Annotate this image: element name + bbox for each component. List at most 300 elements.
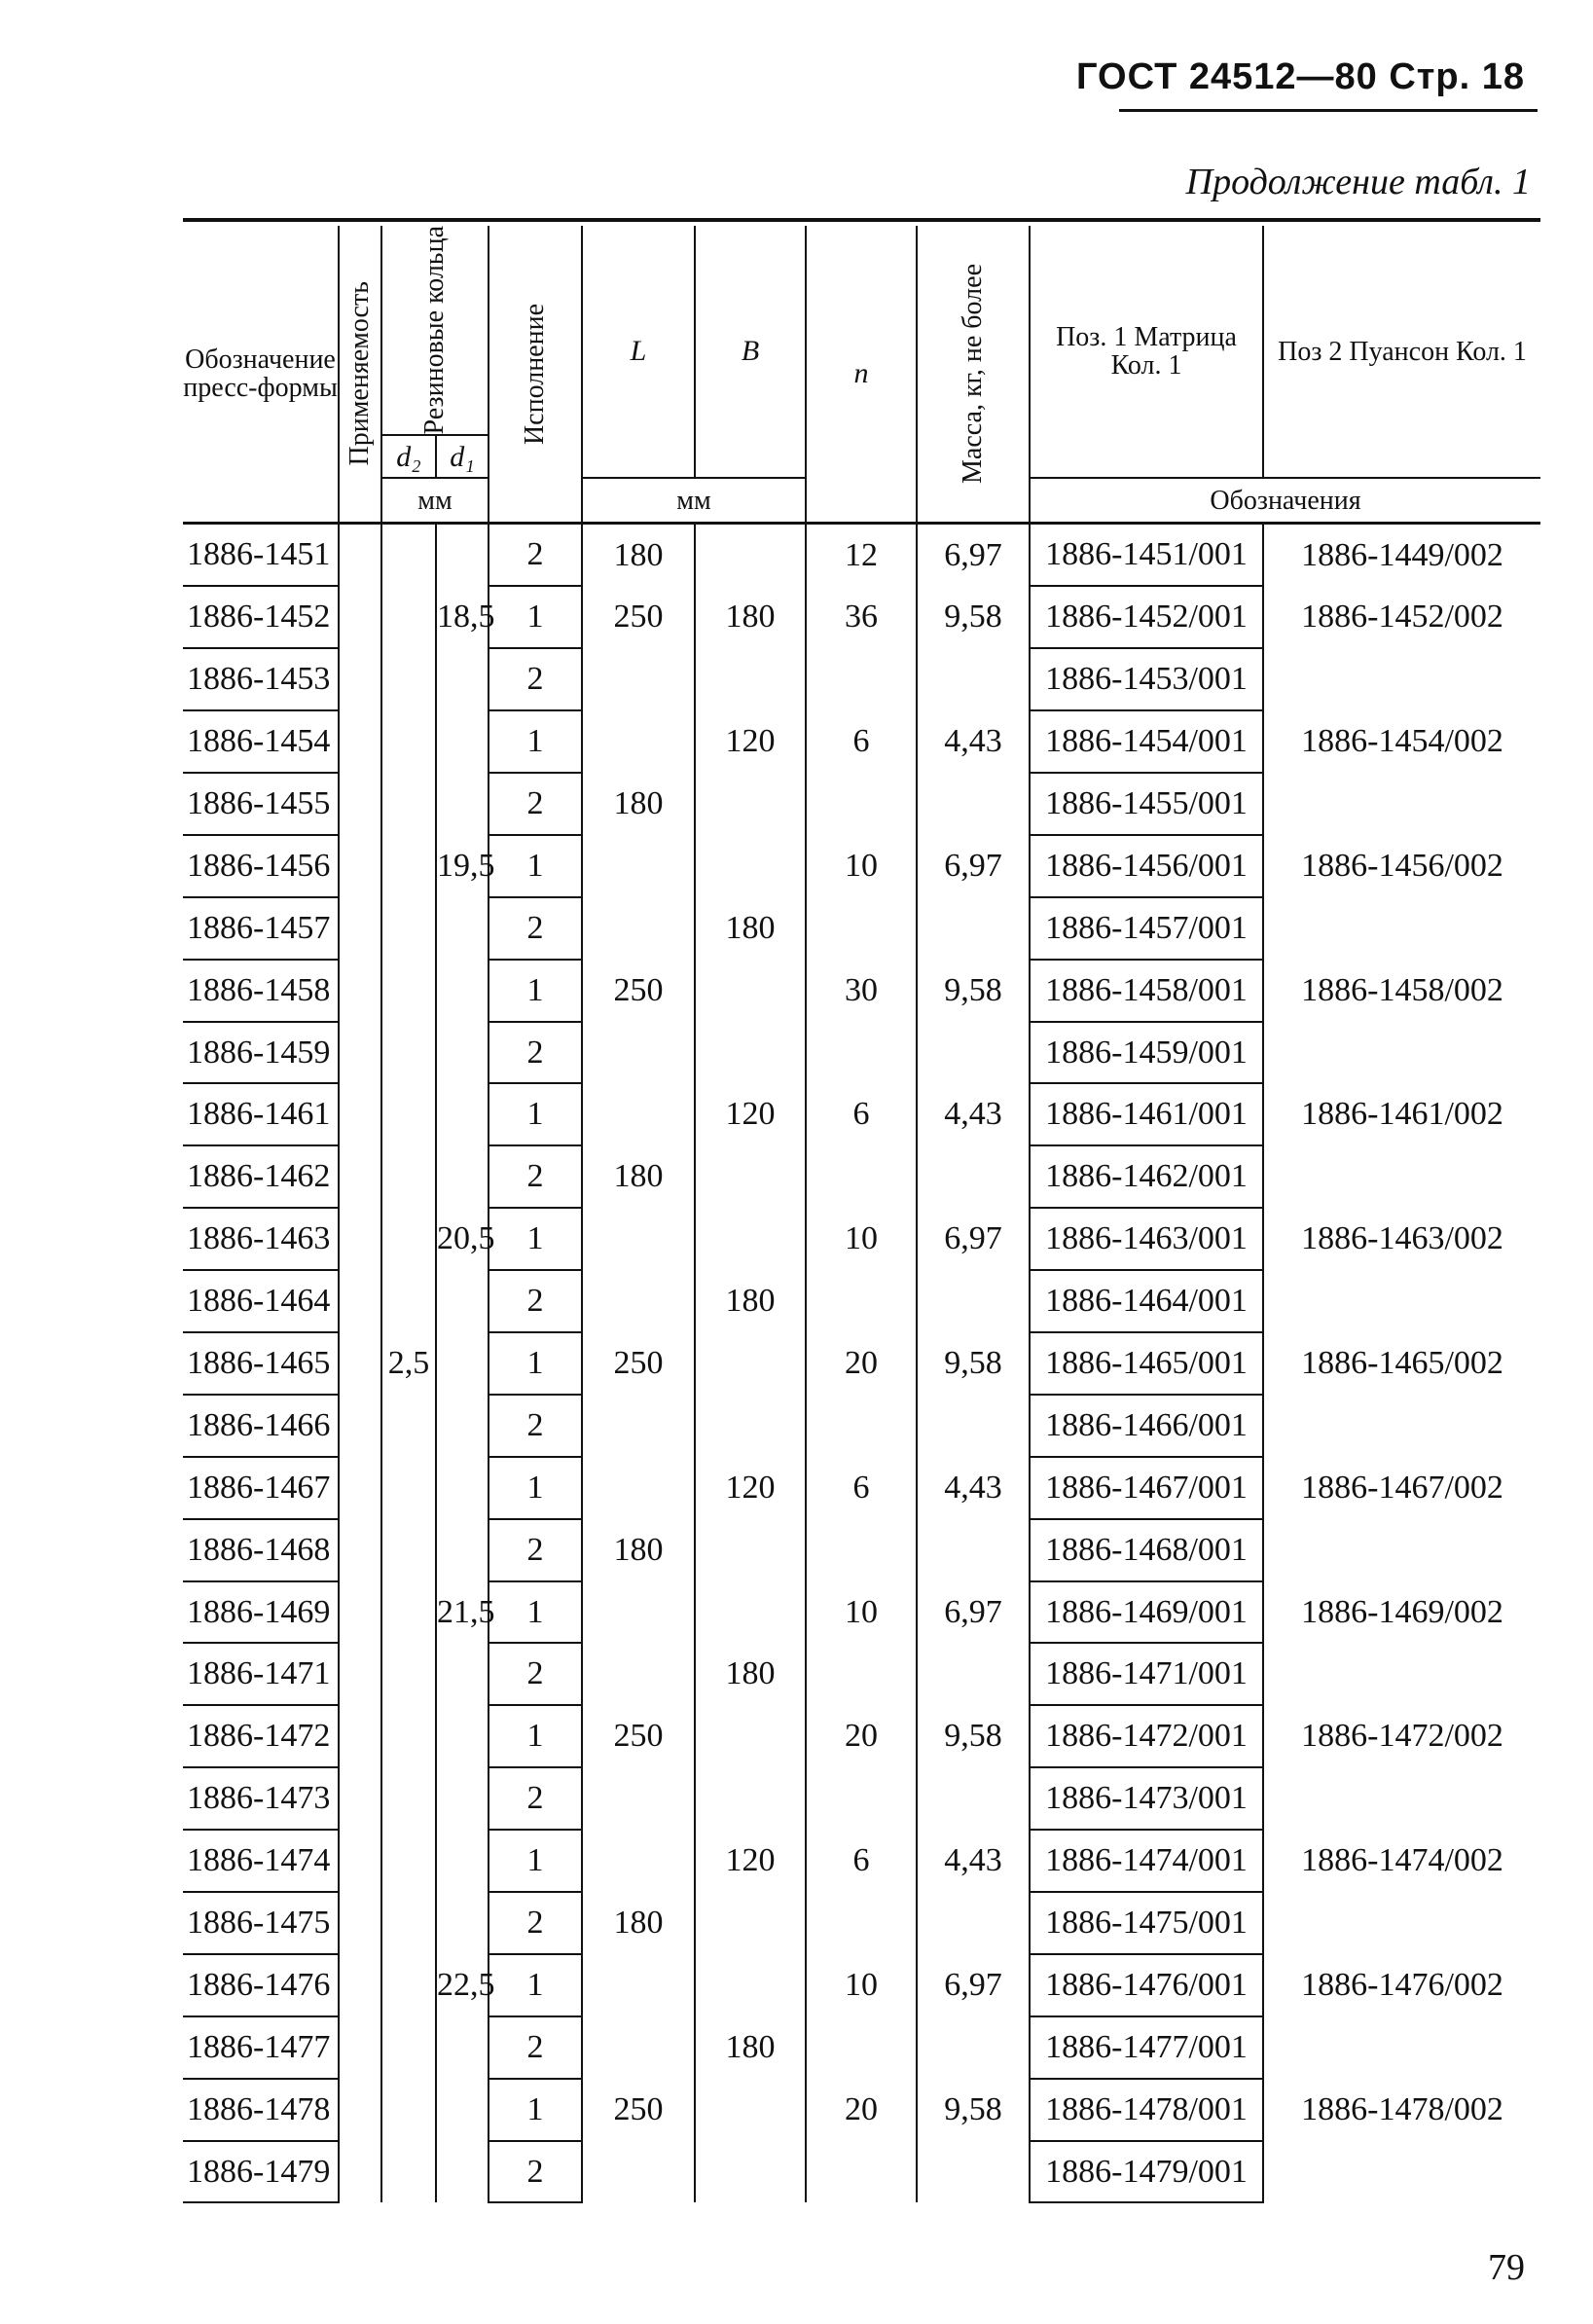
cell-usage <box>339 1892 381 1954</box>
table-row <box>183 773 1540 835</box>
cell-B <box>695 1705 806 1767</box>
cell-mass <box>917 1270 1030 1332</box>
cell-mass: 4,43 <box>917 1457 1030 1519</box>
cell-code: 1886-1462 <box>183 1145 339 1208</box>
cell-L: 250 <box>582 2079 695 2141</box>
cell-B <box>695 835 806 897</box>
cell-pos1: 1886-1474/001 <box>1030 1830 1263 1892</box>
cell-d1 <box>436 1830 489 1892</box>
cell-L: 180 <box>582 773 695 835</box>
cell-n: 12 <box>806 524 917 586</box>
cell-usage <box>339 524 381 586</box>
cell-d2: 2,5 <box>381 1332 436 1395</box>
cell-n <box>806 1767 917 1830</box>
cell-pos1: 1886-1463/001 <box>1030 1208 1263 1270</box>
col-d1: d₁ <box>436 435 489 478</box>
cell-mass: 6,97 <box>917 1208 1030 1270</box>
table-row <box>183 1395 1540 1457</box>
cell-d1 <box>436 1270 489 1332</box>
cell-n: 20 <box>806 2079 917 2141</box>
cell-B <box>695 1581 806 1644</box>
cell-d2 <box>381 648 436 710</box>
cell-L <box>582 1643 695 1705</box>
cell-pos2: 1886-1461/002 <box>1263 1083 1540 1145</box>
table-row <box>183 1581 1540 1644</box>
cell-pos2 <box>1263 897 1540 960</box>
cell-n: 6 <box>806 1830 917 1892</box>
cell-pos1: 1886-1464/001 <box>1030 1270 1263 1332</box>
document-title: ГОСТ 24512—80 Стр. 18 <box>1075 56 1525 97</box>
cell-usage <box>339 2141 381 2203</box>
table-row <box>183 524 1540 586</box>
table-row <box>183 960 1540 1022</box>
cell-exec: 1 <box>489 1083 582 1145</box>
cell-n <box>806 1643 917 1705</box>
cell-exec: 2 <box>489 1145 582 1208</box>
cell-code: 1886-1463 <box>183 1208 339 1270</box>
cell-pos1: 1886-1452/001 <box>1030 586 1263 648</box>
cell-d2 <box>381 2079 436 2141</box>
cell-usage <box>339 586 381 648</box>
cell-usage <box>339 1208 381 1270</box>
cell-n: 10 <box>806 1208 917 1270</box>
cell-d2 <box>381 2141 436 2203</box>
cell-B <box>695 1022 806 1084</box>
cell-mass: 4,43 <box>917 1083 1030 1145</box>
cell-L <box>582 1581 695 1644</box>
cell-code: 1886-1465 <box>183 1332 339 1395</box>
table-row <box>183 1145 1540 1208</box>
cell-L: 180 <box>582 1519 695 1581</box>
table-row <box>183 1270 1540 1332</box>
col-designations: Обозначения <box>1030 478 1540 524</box>
cell-exec: 1 <box>489 1954 582 2016</box>
cell-pos1: 1886-1466/001 <box>1030 1395 1263 1457</box>
cell-B <box>695 1892 806 1954</box>
cell-pos1: 1886-1462/001 <box>1030 1145 1263 1208</box>
cell-n: 10 <box>806 835 917 897</box>
cell-d1 <box>436 524 489 586</box>
cell-pos2 <box>1263 1145 1540 1208</box>
cell-usage <box>339 1767 381 1830</box>
cell-exec: 1 <box>489 835 582 897</box>
cell-n: 30 <box>806 960 917 1022</box>
cell-mass <box>917 1643 1030 1705</box>
cell-code: 1886-1474 <box>183 1830 339 1892</box>
cell-mass <box>917 1519 1030 1581</box>
table-row <box>183 710 1540 773</box>
table-continuation: Продолжение табл. 1 <box>1185 162 1531 202</box>
cell-d2 <box>381 1208 436 1270</box>
cell-code: 1886-1477 <box>183 2016 339 2079</box>
cell-pos1: 1886-1456/001 <box>1030 835 1263 897</box>
cell-d1 <box>436 897 489 960</box>
cell-L <box>582 897 695 960</box>
cell-mass <box>917 1022 1030 1084</box>
cell-pos2: 1886-1465/002 <box>1263 1332 1540 1395</box>
cell-usage <box>339 1954 381 2016</box>
cell-L <box>582 1022 695 1084</box>
cell-usage <box>339 2016 381 2079</box>
cell-d1 <box>436 1145 489 1208</box>
cell-exec: 1 <box>489 960 582 1022</box>
cell-d1 <box>436 648 489 710</box>
col-execution: Исполнение <box>489 226 582 524</box>
cell-exec: 2 <box>489 2016 582 2079</box>
cell-d2 <box>381 1705 436 1767</box>
cell-d1 <box>436 1643 489 1705</box>
cell-pos2 <box>1263 1270 1540 1332</box>
table-row <box>183 586 1540 648</box>
cell-n <box>806 2141 917 2203</box>
cell-mass <box>917 1892 1030 1954</box>
cell-exec: 2 <box>489 1892 582 1954</box>
cell-pos2: 1886-1467/002 <box>1263 1457 1540 1519</box>
cell-code: 1886-1471 <box>183 1643 339 1705</box>
cell-d2 <box>381 897 436 960</box>
col-B: B <box>695 226 806 478</box>
cell-pos2: 1886-1452/002 <box>1263 586 1540 648</box>
col-rubber-rings: Резиновые кольца <box>381 226 489 435</box>
cell-B <box>695 960 806 1022</box>
cell-mass <box>917 1767 1030 1830</box>
cell-mass: 6,97 <box>917 524 1030 586</box>
cell-code: 1886-1451 <box>183 524 339 586</box>
cell-B <box>695 1332 806 1395</box>
table-row <box>183 1892 1540 1954</box>
cell-pos2 <box>1263 1022 1540 1084</box>
table-row <box>183 897 1540 960</box>
cell-B <box>695 1519 806 1581</box>
cell-pos1: 1886-1458/001 <box>1030 960 1263 1022</box>
cell-L <box>582 1395 695 1457</box>
cell-pos1: 1886-1469/001 <box>1030 1581 1263 1644</box>
cell-d2 <box>381 710 436 773</box>
press-form-table <box>183 226 1540 2203</box>
cell-code: 1886-1472 <box>183 1705 339 1767</box>
table-row <box>183 1705 1540 1767</box>
cell-exec: 2 <box>489 773 582 835</box>
unit-mm-dims: мм <box>582 478 806 524</box>
cell-pos2 <box>1263 648 1540 710</box>
cell-mass: 9,58 <box>917 960 1030 1022</box>
cell-d1 <box>436 1395 489 1457</box>
cell-L: 250 <box>582 1332 695 1395</box>
table-row <box>183 648 1540 710</box>
cell-exec: 2 <box>489 1519 582 1581</box>
cell-d1 <box>436 2079 489 2141</box>
cell-d1 <box>436 2016 489 2079</box>
cell-mass: 9,58 <box>917 2079 1030 2141</box>
cell-n <box>806 1270 917 1332</box>
col-L: L <box>582 226 695 478</box>
cell-d1 <box>436 1332 489 1395</box>
cell-d1: 19,5 <box>436 835 489 897</box>
cell-exec: 1 <box>489 1332 582 1395</box>
cell-B <box>695 2141 806 2203</box>
cell-pos1: 1886-1454/001 <box>1030 710 1263 773</box>
cell-pos1: 1886-1468/001 <box>1030 1519 1263 1581</box>
header-rule <box>1119 109 1538 112</box>
cell-code: 1886-1468 <box>183 1519 339 1581</box>
cell-pos1: 1886-1467/001 <box>1030 1457 1263 1519</box>
cell-exec: 2 <box>489 1643 582 1705</box>
cell-n <box>806 2016 917 2079</box>
table-row <box>183 1519 1540 1581</box>
cell-pos2: 1886-1458/002 <box>1263 960 1540 1022</box>
cell-code: 1886-1455 <box>183 773 339 835</box>
cell-n <box>806 1892 917 1954</box>
cell-exec: 2 <box>489 2141 582 2203</box>
cell-L: 250 <box>582 1705 695 1767</box>
cell-usage <box>339 835 381 897</box>
cell-B <box>695 1767 806 1830</box>
cell-d2 <box>381 1830 436 1892</box>
cell-d2 <box>381 1145 436 1208</box>
cell-usage <box>339 1705 381 1767</box>
cell-pos2: 1886-1476/002 <box>1263 1954 1540 2016</box>
cell-L <box>582 1954 695 2016</box>
cell-mass <box>917 897 1030 960</box>
cell-B <box>695 1954 806 2016</box>
cell-pos1: 1886-1478/001 <box>1030 2079 1263 2141</box>
cell-exec: 2 <box>489 1022 582 1084</box>
cell-usage <box>339 648 381 710</box>
cell-pos1: 1886-1479/001 <box>1030 2141 1263 2203</box>
cell-B: 120 <box>695 1457 806 1519</box>
cell-exec: 1 <box>489 2079 582 2141</box>
cell-n: 10 <box>806 1581 917 1644</box>
cell-pos2: 1886-1449/002 <box>1263 524 1540 586</box>
cell-pos2 <box>1263 1519 1540 1581</box>
cell-n <box>806 1145 917 1208</box>
cell-d2 <box>381 1519 436 1581</box>
cell-d1 <box>436 1519 489 1581</box>
cell-code: 1886-1473 <box>183 1767 339 1830</box>
col-pos2: Поз 2 Пуансон Кол. 1 <box>1263 226 1540 478</box>
table-row <box>183 1457 1540 1519</box>
cell-pos1: 1886-1472/001 <box>1030 1705 1263 1767</box>
cell-pos2 <box>1263 1643 1540 1705</box>
cell-usage <box>339 1519 381 1581</box>
cell-n <box>806 1395 917 1457</box>
cell-n: 20 <box>806 1705 917 1767</box>
cell-code: 1886-1461 <box>183 1083 339 1145</box>
cell-n: 36 <box>806 586 917 648</box>
cell-exec: 2 <box>489 1270 582 1332</box>
cell-L: 180 <box>582 1892 695 1954</box>
cell-d1 <box>436 1022 489 1084</box>
cell-usage <box>339 1830 381 1892</box>
cell-exec: 2 <box>489 1395 582 1457</box>
cell-exec: 1 <box>489 1830 582 1892</box>
cell-B <box>695 1208 806 1270</box>
cell-pos2: 1886-1456/002 <box>1263 835 1540 897</box>
cell-B <box>695 2079 806 2141</box>
cell-exec: 2 <box>489 1767 582 1830</box>
cell-d2 <box>381 1954 436 2016</box>
cell-pos2 <box>1263 2016 1540 2079</box>
col-usage: Применяемость <box>339 226 381 524</box>
cell-exec: 1 <box>489 1208 582 1270</box>
cell-n <box>806 773 917 835</box>
cell-d2 <box>381 1083 436 1145</box>
col-mass: Масса, кг, не более <box>917 226 1030 524</box>
table-row <box>183 1332 1540 1395</box>
cell-L <box>582 835 695 897</box>
cell-usage <box>339 1083 381 1145</box>
cell-usage <box>339 2079 381 2141</box>
cell-pos1: 1886-1471/001 <box>1030 1643 1263 1705</box>
cell-B <box>695 1145 806 1208</box>
cell-B: 120 <box>695 1083 806 1145</box>
cell-B <box>695 773 806 835</box>
cell-code: 1886-1479 <box>183 2141 339 2203</box>
cell-exec: 1 <box>489 710 582 773</box>
cell-code: 1886-1459 <box>183 1022 339 1084</box>
table-body <box>183 524 1540 2203</box>
cell-exec: 1 <box>489 586 582 648</box>
cell-pos1: 1886-1477/001 <box>1030 2016 1263 2079</box>
table-row <box>183 1767 1540 1830</box>
cell-n <box>806 897 917 960</box>
col-n: n <box>806 226 917 524</box>
cell-B: 120 <box>695 710 806 773</box>
cell-pos1: 1886-1465/001 <box>1030 1332 1263 1395</box>
cell-B: 120 <box>695 1830 806 1892</box>
cell-mass: 9,58 <box>917 1705 1030 1767</box>
cell-n: 6 <box>806 1083 917 1145</box>
cell-n: 20 <box>806 1332 917 1395</box>
cell-L <box>582 1830 695 1892</box>
cell-d2 <box>381 1395 436 1457</box>
cell-d1 <box>436 1705 489 1767</box>
cell-code: 1886-1469 <box>183 1581 339 1644</box>
cell-exec: 1 <box>489 1581 582 1644</box>
cell-mass: 9,58 <box>917 1332 1030 1395</box>
cell-pos1: 1886-1476/001 <box>1030 1954 1263 2016</box>
cell-code: 1886-1458 <box>183 960 339 1022</box>
cell-pos2 <box>1263 1767 1540 1830</box>
col-designation: Обозначение пресс-формы <box>183 344 338 404</box>
cell-B <box>695 524 806 586</box>
cell-code: 1886-1456 <box>183 835 339 897</box>
cell-code: 1886-1464 <box>183 1270 339 1332</box>
cell-L <box>582 1270 695 1332</box>
cell-exec: 2 <box>489 524 582 586</box>
cell-mass <box>917 1145 1030 1208</box>
cell-pos1: 1886-1451/001 <box>1030 524 1263 586</box>
cell-d1: 21,5 <box>436 1581 489 1644</box>
cell-mass <box>917 2141 1030 2203</box>
table-row <box>183 1830 1540 1892</box>
cell-pos2 <box>1263 1395 1540 1457</box>
unit-mm-rings: мм <box>381 478 489 524</box>
cell-d1: 22,5 <box>436 1954 489 2016</box>
cell-L <box>582 2141 695 2203</box>
cell-B: 180 <box>695 1270 806 1332</box>
cell-d1 <box>436 1457 489 1519</box>
cell-code: 1886-1475 <box>183 1892 339 1954</box>
cell-mass <box>917 1395 1030 1457</box>
cell-mass: 6,97 <box>917 835 1030 897</box>
cell-d2 <box>381 960 436 1022</box>
cell-d1 <box>436 2141 489 2203</box>
cell-n <box>806 1022 917 1084</box>
table-row <box>183 2016 1540 2079</box>
cell-code: 1886-1467 <box>183 1457 339 1519</box>
col-pos1: Поз. 1 Матрица Кол. 1 <box>1030 226 1263 478</box>
cell-d2 <box>381 1643 436 1705</box>
cell-pos1: 1886-1459/001 <box>1030 1022 1263 1084</box>
cell-L <box>582 1767 695 1830</box>
table-row <box>183 1022 1540 1084</box>
cell-L: 250 <box>582 960 695 1022</box>
cell-L: 250 <box>582 586 695 648</box>
cell-L: 180 <box>582 524 695 586</box>
cell-pos1: 1886-1455/001 <box>1030 773 1263 835</box>
cell-code: 1886-1466 <box>183 1395 339 1457</box>
cell-L <box>582 1208 695 1270</box>
cell-pos2 <box>1263 773 1540 835</box>
table-row <box>183 1208 1540 1270</box>
cell-mass <box>917 648 1030 710</box>
cell-pos2 <box>1263 1892 1540 1954</box>
cell-mass: 4,43 <box>917 1830 1030 1892</box>
col-d2: d₂ <box>381 435 436 478</box>
cell-code: 1886-1453 <box>183 648 339 710</box>
table-row <box>183 2079 1540 2141</box>
cell-mass: 6,97 <box>917 1581 1030 1644</box>
page-number: 79 <box>1488 2247 1525 2288</box>
cell-d1 <box>436 1892 489 1954</box>
cell-mass: 4,43 <box>917 710 1030 773</box>
cell-d2 <box>381 1767 436 1830</box>
cell-d1 <box>436 1083 489 1145</box>
cell-code: 1886-1452 <box>183 586 339 648</box>
cell-usage <box>339 1145 381 1208</box>
cell-d2 <box>381 835 436 897</box>
cell-B: 180 <box>695 2016 806 2079</box>
cell-pos1: 1886-1453/001 <box>1030 648 1263 710</box>
cell-usage <box>339 710 381 773</box>
cell-B <box>695 1395 806 1457</box>
cell-mass <box>917 773 1030 835</box>
cell-pos2: 1886-1472/002 <box>1263 1705 1540 1767</box>
cell-L: 180 <box>582 1145 695 1208</box>
cell-d2 <box>381 1270 436 1332</box>
cell-d2 <box>381 773 436 835</box>
cell-usage <box>339 1643 381 1705</box>
cell-d1 <box>436 960 489 1022</box>
cell-d2 <box>381 524 436 586</box>
cell-d2 <box>381 586 436 648</box>
cell-pos2 <box>1263 2141 1540 2203</box>
cell-d2 <box>381 2016 436 2079</box>
cell-d1 <box>436 710 489 773</box>
cell-mass: 6,97 <box>917 1954 1030 2016</box>
cell-pos1: 1886-1473/001 <box>1030 1767 1263 1830</box>
cell-n <box>806 1519 917 1581</box>
cell-mass: 9,58 <box>917 586 1030 648</box>
cell-pos1: 1886-1457/001 <box>1030 897 1263 960</box>
cell-L <box>582 1083 695 1145</box>
table-row <box>183 1643 1540 1705</box>
cell-pos2: 1886-1454/002 <box>1263 710 1540 773</box>
cell-n: 10 <box>806 1954 917 2016</box>
cell-n: 6 <box>806 1457 917 1519</box>
cell-B: 180 <box>695 897 806 960</box>
